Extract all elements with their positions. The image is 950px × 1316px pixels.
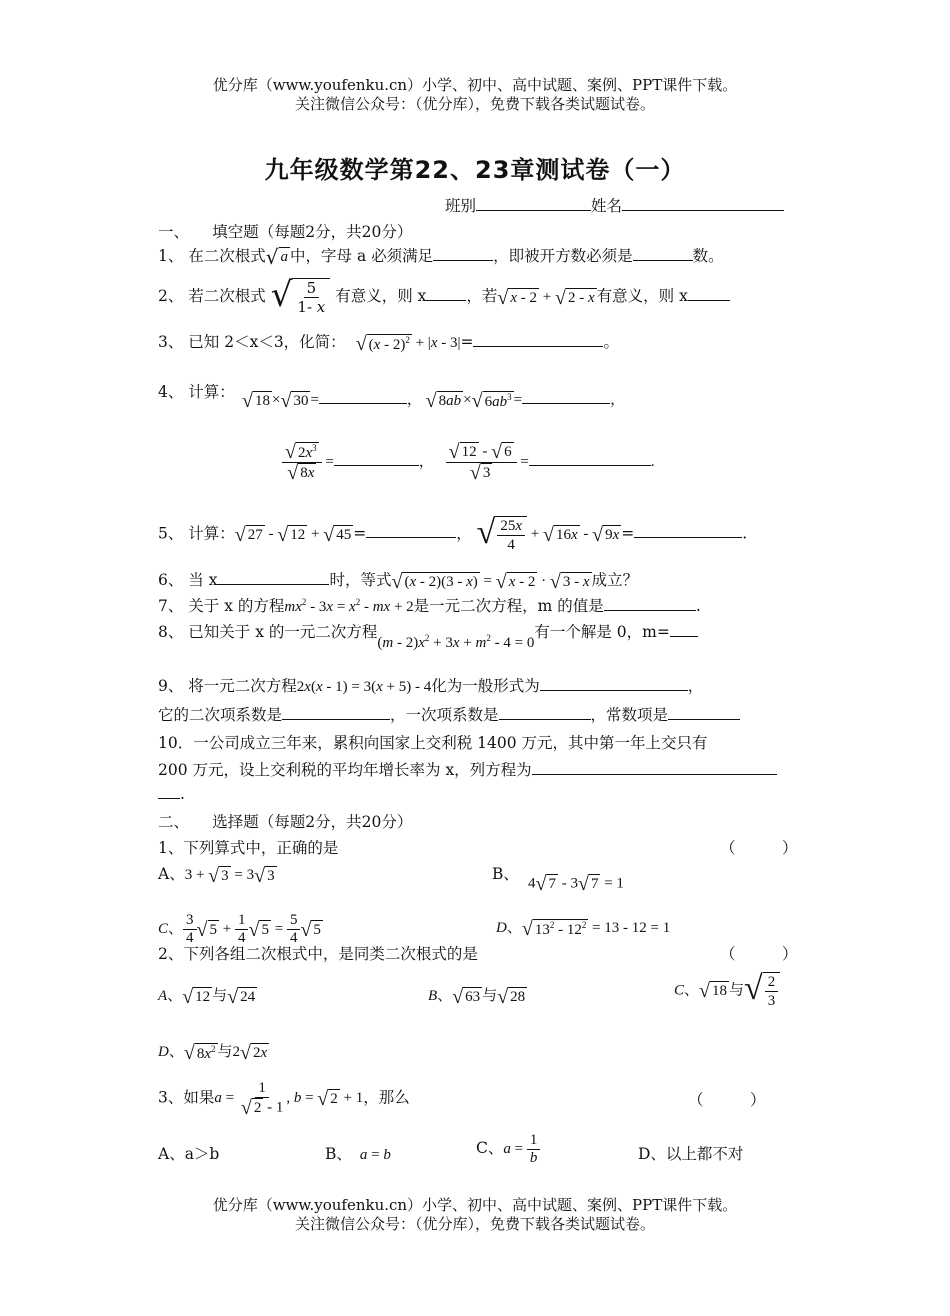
- option-2-1-d[interactable]: D、 √ $13^2 - 12^2$ = 13 - 12 = 1: [496, 917, 671, 940]
- class-label: 班别: [445, 197, 477, 215]
- option-2-3-b[interactable]: B、 a = b: [325, 1145, 391, 1163]
- section-1-heading: 一、 填空题（每题2分，共20分）: [158, 223, 413, 241]
- question-2-2-answer-paren: （ ）: [720, 945, 798, 963]
- question-1-1: 1、 在二次根式 √ a 中，字母 a 必须满足 ，即被开方数必须是 数。: [158, 245, 724, 269]
- option-2-1-b[interactable]: 4 √ 7 - 3 √ 7 = 1: [528, 873, 624, 895]
- question-1-2: 2、 若二次根式 √ $\frac{5}{1- x}$ 有意义，则 x ，若 √ x - 2 + √ 2 - x 有意义，则 x: [158, 278, 730, 316]
- question-2-3-answer-paren: （ ）: [688, 1091, 766, 1109]
- question-1-9-line1: 9、 将一元二次方程2x(x - 1) = 3(x + 5) - 4化为一般形式为 ，: [158, 677, 704, 695]
- footer-line-1: 优分库（www.youfenku.cn）小学、初中、高中试题、案例、PPT课件下载。: [212, 1196, 738, 1214]
- question-1-10-line1: 10．一公司成立三年来，累积向国家上交利税 1400 万元，其中第一年上交只有: [158, 734, 708, 752]
- header-line-1: 优分库（www.youfenku.cn）小学、初中、高中试题、案例、PPT课件下载。: [212, 76, 738, 94]
- option-2-1-a[interactable]: A、3 + √ 3 = 3 √ 3: [158, 864, 275, 887]
- question-1-10-line2: 200 万元，设上交利税的平均年增长率为 x，列方程为: [158, 758, 777, 780]
- question-2-3-stem: 3、如果a = 1 √ 2 - 1 , b = √ 2 + 1，那么: [158, 1080, 410, 1119]
- question-1-5: 5、 计算： √ 27 - √ 12 + √ 45 = ， √ $\frac{25x}{4}$ + √ 16x - √ 9x = .: [158, 514, 748, 553]
- question-1-9-line2: 它的二次项系数是 ，一次项系数是 ，常数项是: [158, 703, 740, 725]
- option-2-3-d[interactable]: D、以上都不对: [638, 1145, 744, 1163]
- option-2-2-c[interactable]: C、 √ 18 与 √ $\frac{2}{3}$: [674, 972, 780, 1010]
- footer-line-2: 关注微信公众号：（优分库），免费下载各类试题试卷。: [294, 1215, 655, 1233]
- option-2-3-a[interactable]: A、a＞b: [158, 1145, 220, 1163]
- question-2-1-answer-paren: （ ）: [720, 839, 798, 857]
- question-1-8: 8、 已知关于 x 的一元二次方程$(m - 2)x^2 + 3x + m^2 - 4 = 0$有一个解是 0，m=: [158, 620, 698, 642]
- option-2-3-c[interactable]: C、a = $\frac{1}{b}$: [476, 1132, 540, 1167]
- class-name-line: [445, 194, 784, 216]
- option-2-2-a[interactable]: A、 √ 12 与 √ 24: [158, 985, 256, 1008]
- header-line-2: 关注微信公众号：（优分库），免费下载各类试题试卷。: [294, 95, 655, 113]
- question-2-2-stem: 2、下列各组二次根式中，是同类二次根式的是: [158, 945, 478, 963]
- name-label: 姓名: [591, 197, 623, 215]
- question-1-6: 6、 当 x 时，等式 √ (x - 2)(3 - x) = √ x - 2 · √ 3 - x 成立？: [158, 570, 639, 593]
- class-blank: [476, 196, 591, 211]
- question-1-3: 3、 已知 2＜x＜3，化简： √ (x - 2)$^2$ + |x - 3|= 。: [158, 332, 619, 355]
- section-2-heading: 二、 选择题（每题2分，共20分）: [158, 813, 413, 831]
- question-1-4-row2: √ $2x^3$ √ 8x = ， √ 12 - √ 6 √ 3 = .: [282, 442, 655, 483]
- question-1-4-row1: √ 18 × √ 30 = ， √ 8ab × √ $6ab^3$ = ，: [242, 389, 626, 412]
- option-2-2-b[interactable]: B、 √ 63 与 √ 28: [428, 985, 526, 1008]
- option-2-1-c[interactable]: C、 $\frac{3}{4}$ √ 5 + $\frac{1}{4}$ √ 5 = $\frac{5}{4}$ √ 5: [158, 912, 321, 946]
- question-1-10-line3: .: [158, 784, 185, 803]
- question-2-1-stem: 1、下列算式中，正确的是: [158, 839, 339, 857]
- question-1-4-label: 4、 计算：: [158, 383, 235, 401]
- question-1-7: 7、 关于 x 的方程$mx^2 - 3x = x^2$ - mx + 2是一元二次方程，m 的值是 .: [158, 597, 701, 615]
- option-2-2-d[interactable]: D、 √ $8x^2$ 与2 √ 2x: [158, 1041, 268, 1064]
- page-title: 九年级数学第22、23章测试卷（一）: [264, 156, 686, 184]
- name-blank: [622, 196, 784, 211]
- option-2-1-b-label[interactable]: B、: [492, 865, 519, 883]
